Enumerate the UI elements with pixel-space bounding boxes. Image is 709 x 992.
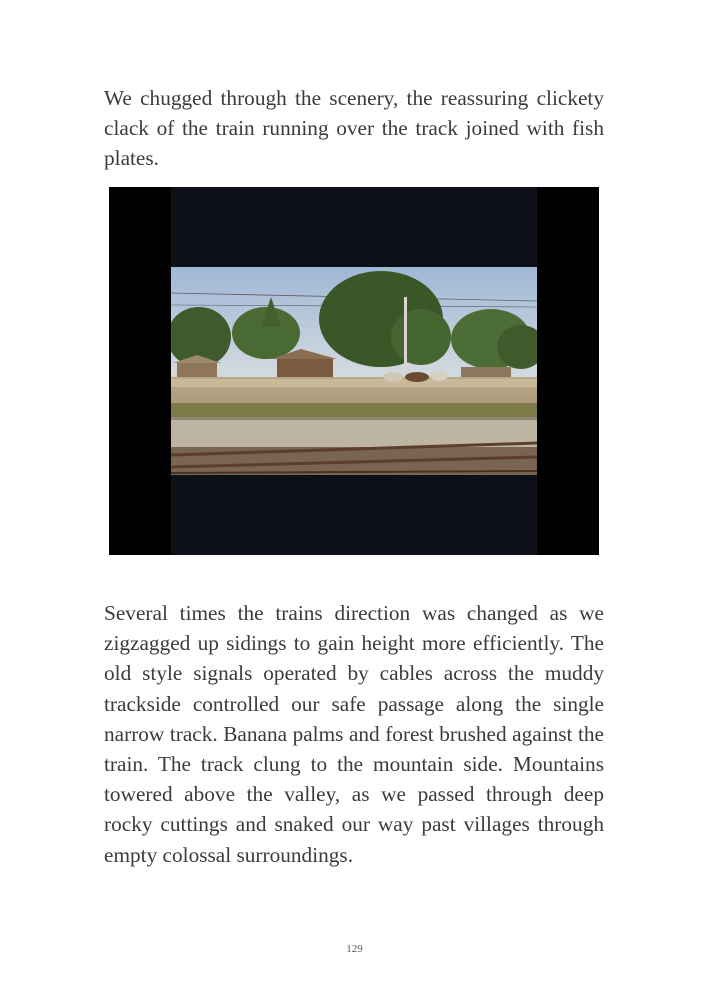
railway-scene-image	[171, 267, 537, 475]
paragraph-train-sounds: We chugged through the scenery, the reassuring clickety clack of the train running over the track joined with fish plates.	[104, 86, 604, 171]
page-number: 129	[346, 943, 363, 955]
paragraph-zigzag-journey: Several times the trains direction was changed as we zigzagged up sidings to gain height more efficiently. The old style signals operated by cables across the muddy trackside controlled our safe passage along the single narrow track. Banana palms and forest brushed against the train. The track clung to the mountain side. Mountains towered above the valley, as we passed through deep rocky cuttings and snaked our way past villages through empty colossal surroundings.	[104, 601, 604, 867]
railway-photo	[109, 187, 599, 555]
